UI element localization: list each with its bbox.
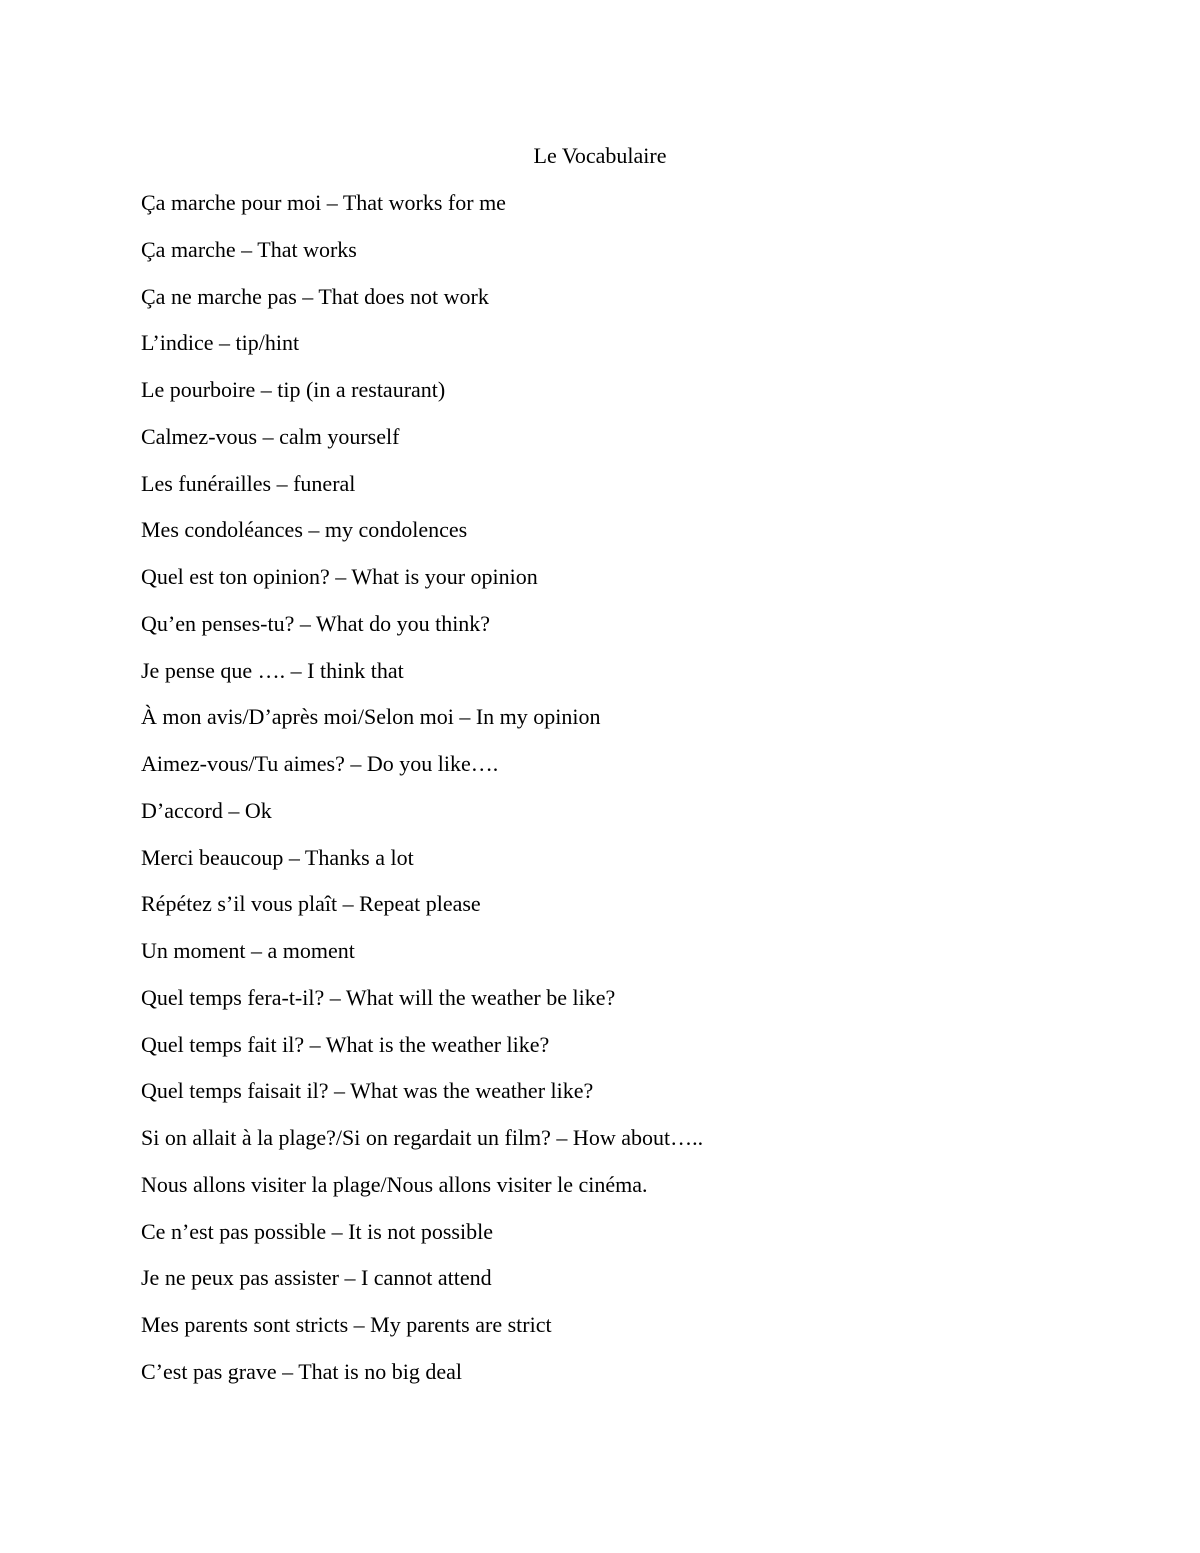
vocabulary-line: Si on allait à la plage?/Si on regardait un film? – How about…..: [141, 1125, 704, 1150]
vocabulary-line: Quel temps faisait il? – What was the weather like?: [141, 1078, 594, 1104]
vocabulary-line: À mon avis/D’après moi/Selon moi – In my opinion: [141, 704, 601, 730]
vocabulary-line: Ça marche pour moi – That works for me: [141, 190, 506, 215]
vocabulary-line: Je pense que …. – I think that: [141, 657, 404, 683]
document-title: Le Vocabulaire: [533, 143, 667, 168]
vocabulary-line: Qu’en penses-tu? – What do you think?: [141, 610, 491, 636]
vocabulary-line: Aimez-vous/Tu aimes? – Do you like….: [141, 751, 499, 776]
vocabulary-line: Le pourboire – tip (in a restaurant): [141, 377, 446, 402]
vocabulary-line: L’indice – tip/hint: [141, 330, 300, 356]
vocabulary-line: D’accord – Ok: [141, 797, 272, 823]
vocabulary-line: Ce n’est pas possible – It is not possible: [141, 1218, 493, 1244]
vocabulary-line: Calmez-vous – calm yourself: [141, 423, 400, 449]
vocabulary-line: Merci beaucoup – Thanks a lot: [141, 844, 414, 870]
vocabulary-line: Ça marche – That works: [141, 236, 357, 262]
vocabulary-line: Les funérailles – funeral: [141, 470, 356, 496]
vocabulary-line: Quel est ton opinion? – What is your opinion: [141, 564, 538, 589]
vocabulary-line: Je ne peux pas assister – I cannot attend: [141, 1265, 492, 1291]
vocabulary-line: Quel temps fait il? – What is the weather like?: [141, 1031, 550, 1057]
vocabulary-line: C’est pas grave – That is no big deal: [141, 1358, 462, 1384]
vocabulary-list: [141, 188, 703, 1404]
vocabulary-line: Quel temps fera-t-il? – What will the weather be like?: [141, 984, 616, 1010]
vocabulary-line: Nous allons visiter la plage/Nous allons visiter le cinéma.: [141, 1171, 648, 1197]
vocabulary-line: Répétez s’il vous plaît – Repeat please: [141, 891, 481, 917]
vocabulary-line: Ça ne marche pas – That does not work: [141, 283, 489, 309]
vocabulary-line: Mes parents sont stricts – My parents are strict: [141, 1312, 552, 1337]
vocabulary-line: Un moment – a moment: [141, 938, 355, 963]
vocabulary-line: Mes condoléances – my condolences: [141, 517, 468, 543]
